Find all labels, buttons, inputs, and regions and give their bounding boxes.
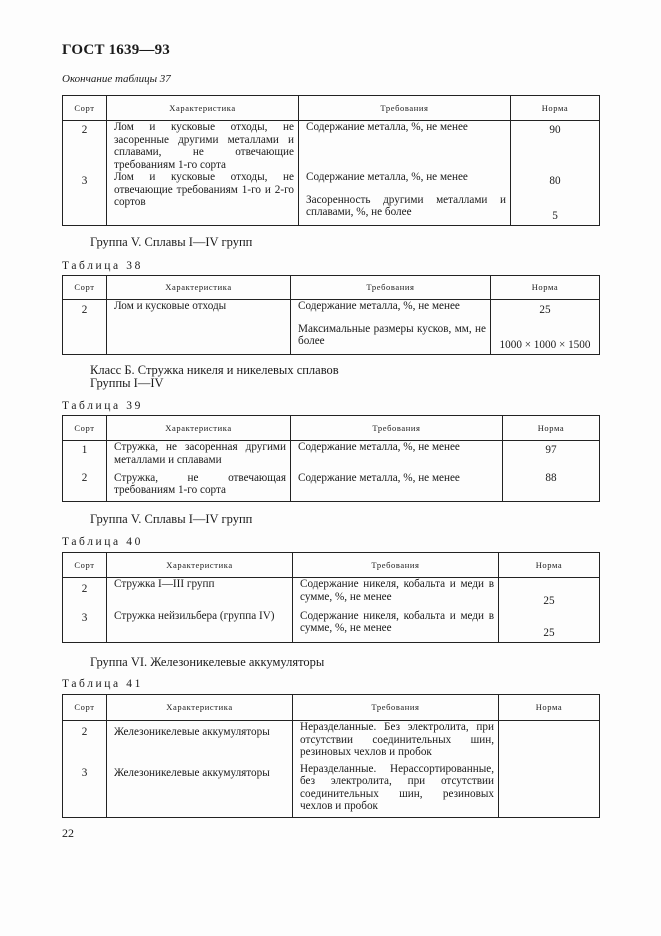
col-header-sort: Сорт — [63, 553, 107, 578]
cell-requirement-2: Максимальные размеры кусков, мм, не более — [298, 322, 486, 347]
table-39 — [62, 415, 600, 502]
col-header-requirements: Требования — [293, 695, 499, 721]
table-41 — [62, 694, 600, 818]
col-header-norm: Норма — [511, 96, 600, 121]
cell-norm-2: 1000 × 1000 × 1500 — [499, 338, 591, 351]
cell-requirement: Неразделанные. Нерассортированные, без электролита, при отсутствии соединительных шин, резиновых чехлов и пробок — [293, 763, 499, 818]
cell-requirement: Содержание металла, %, не менее — [306, 171, 468, 183]
table-row — [63, 121, 600, 172]
table-37 — [62, 95, 600, 226]
col-header-norm: Норма — [503, 416, 600, 441]
cell-characteristic: Лом и кусковые отходы, не засоренные другими металлами и сплавами, не отвечающие требованиям 1-го сорта — [107, 121, 299, 172]
cell-norm: 80 — [549, 175, 561, 187]
cell-characteristic: Лом и кусковые отходы — [107, 300, 291, 355]
col-header-norm: Норма — [491, 276, 600, 300]
groups-1-4-heading: Группы I—IV — [90, 376, 164, 390]
table-row — [63, 171, 600, 226]
table-row — [63, 578, 600, 610]
col-header-characteristic: Характеристика — [107, 96, 299, 121]
col-header-sort: Сорт — [63, 416, 107, 441]
cell-requirement: Содержание никеля, кобальта и меди в сумме, %, не менее — [293, 610, 499, 643]
table-row — [63, 441, 600, 472]
col-header-norm: Норма — [499, 695, 600, 721]
cell-characteristic: Стружка нейзильбера (группа IV) — [107, 610, 293, 643]
cell-characteristic: Стружка, не засоренная другими металлами и сплавами — [107, 441, 291, 472]
class-b-heading: Класс Б. Стружка никеля и никелевых сплавов — [90, 363, 339, 377]
cell-sort: 2 — [63, 300, 107, 355]
col-header-sort: Сорт — [63, 695, 107, 721]
cell-sort: 2 — [63, 721, 107, 763]
col-header-characteristic: Характеристика — [107, 416, 291, 441]
page-number: 22 — [62, 826, 74, 840]
col-header-requirements: Требования — [291, 416, 503, 441]
cell-norm — [499, 721, 600, 763]
col-header-characteristic: Характеристика — [107, 276, 291, 300]
table-row — [63, 763, 600, 818]
cell-characteristic: Стружка, не отвечающая требованиям 1-го сорта — [107, 472, 291, 502]
cell-sort: 2 — [63, 121, 107, 172]
cell-norm-2: 5 — [552, 209, 558, 222]
cell-norm: 25 — [539, 304, 551, 316]
col-header-characteristic: Характеристика — [107, 553, 293, 578]
cell-requirement: Неразделанные. Без электролита, при отсутствии соединительных шин, резиновых чехлов и пробок — [293, 721, 499, 763]
col-header-sort: Сорт — [63, 276, 107, 300]
col-header-norm: Норма — [499, 553, 600, 578]
cell-requirement: Содержание металла, %, не менее — [291, 441, 503, 472]
cell-norm: 97 — [503, 441, 600, 472]
cell-norm — [499, 763, 600, 818]
col-header-requirements: Требования — [291, 276, 491, 300]
document-header: ГОСТ 1639—93 — [62, 42, 171, 58]
table-row — [63, 300, 600, 355]
table-continuation-caption: Окончание таблицы 37 — [62, 73, 171, 85]
cell-characteristic: Лом и кусковые отходы, не отвечающие требованиям 1-го и 2-го сортов — [107, 171, 299, 226]
table-row — [63, 610, 600, 643]
cell-requirement: Содержание металла, %, не менее — [299, 121, 511, 172]
table-row — [63, 721, 600, 763]
cell-norm: 90 — [511, 121, 600, 172]
table-40-caption: Таблица 40 — [62, 536, 143, 548]
col-header-requirements: Требования — [293, 553, 499, 578]
cell-norm: 88 — [503, 472, 600, 502]
cell-norm: 25 — [499, 578, 600, 610]
cell-sort: 3 — [63, 171, 107, 226]
table-41-caption: Таблица 41 — [62, 678, 143, 690]
group-vi-heading: Группа VI. Железоникелевые аккумуляторы — [90, 655, 325, 669]
cell-sort: 2 — [63, 578, 107, 610]
table-38 — [62, 275, 600, 355]
group-v-heading-1: Группа V. Сплавы I—IV групп — [90, 235, 253, 249]
cell-norm: 25 — [499, 610, 600, 643]
col-header-characteristic: Характеристика — [107, 695, 293, 721]
cell-sort: 3 — [63, 610, 107, 643]
cell-characteristic: Стружка I—III групп — [107, 578, 293, 610]
cell-requirement: Содержание металла, %, не менее — [291, 472, 503, 502]
cell-requirement-2: Засоренность другими металлами и сплавами, %, не более — [306, 193, 506, 218]
cell-characteristic: Железоникелевые аккумуляторы — [107, 763, 293, 818]
col-header-sort: Сорт — [63, 96, 107, 121]
col-header-requirements: Требования — [299, 96, 511, 121]
cell-sort: 1 — [63, 441, 107, 472]
table-row — [63, 472, 600, 502]
group-v-heading-2: Группа V. Сплавы I—IV групп — [90, 512, 253, 526]
cell-sort: 3 — [63, 763, 107, 818]
cell-requirement: Содержание никеля, кобальта и меди в сумме, %, не менее — [293, 578, 499, 610]
table-40 — [62, 552, 600, 643]
cell-sort: 2 — [63, 472, 107, 502]
table-39-caption: Таблица 39 — [62, 400, 143, 412]
table-38-caption: Таблица 38 — [62, 260, 143, 272]
cell-requirement: Содержание металла, %, не менее — [298, 300, 460, 312]
cell-characteristic: Железоникелевые аккумуляторы — [107, 721, 293, 763]
